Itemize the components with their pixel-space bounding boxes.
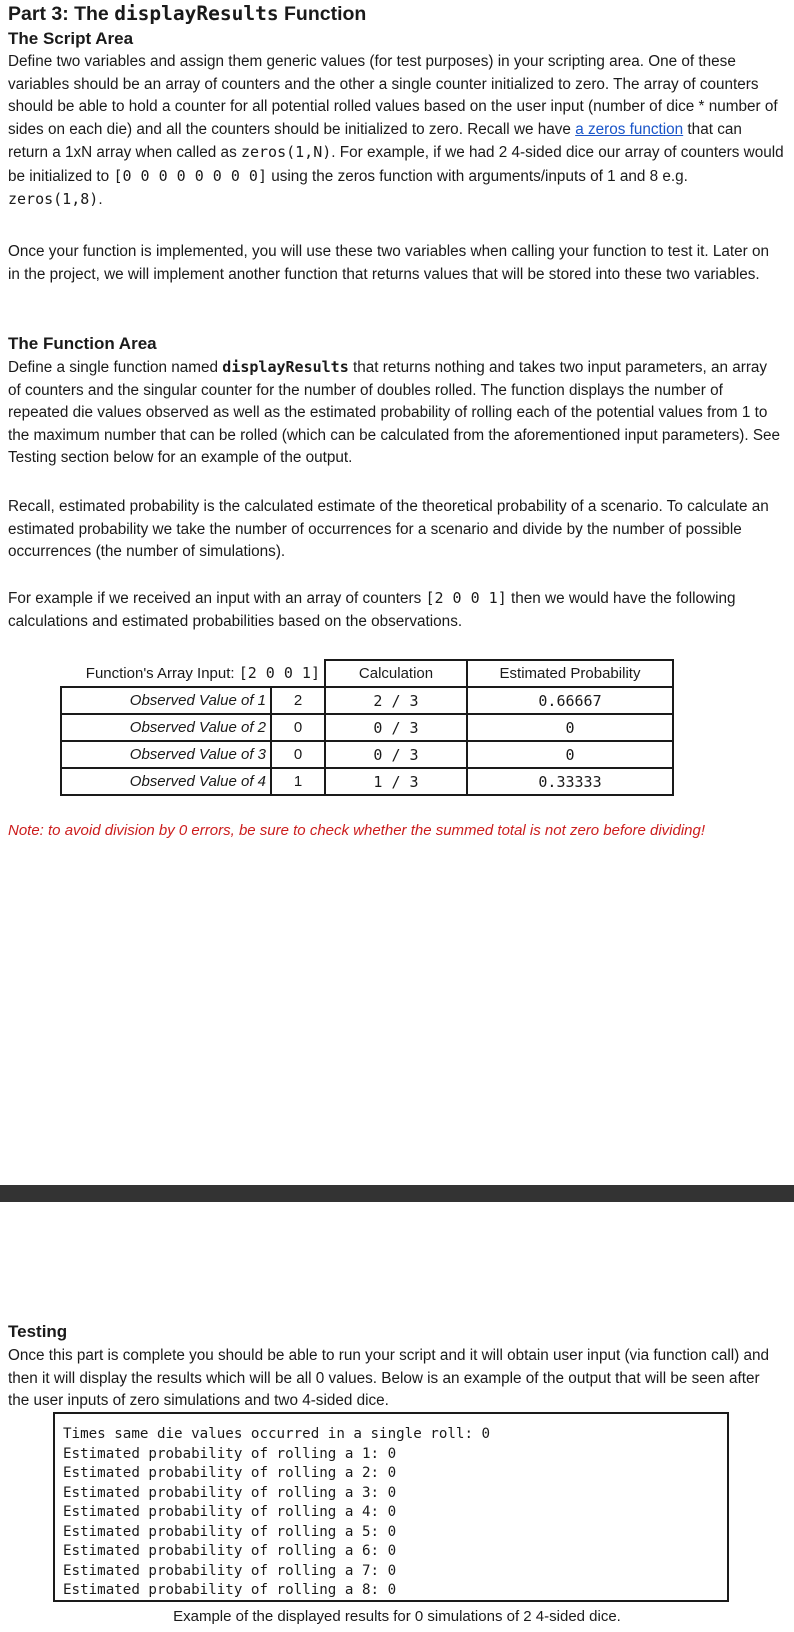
row-probability: 0.33333 (467, 768, 673, 795)
inline-code-displayresults: displayResults (222, 358, 349, 376)
part-title: Part 3: The displayResults Function (8, 2, 367, 25)
table-row (61, 768, 673, 795)
output-line: Estimated probability of rolling a 5: 0 (63, 1523, 397, 1540)
probability-table (60, 659, 674, 796)
table-row (61, 687, 673, 714)
row-probability: 0.66667 (467, 687, 673, 714)
script-area-paragraph-1: Define two variables and assign them generic values (for test purposes) in your scripting area. One of these variables should be an array of counters and the other a single counter initialized to zero. The array of counters should be able to hold a counter for all potential rolled values based on the user input (number of dice * number of sides on each die) and all the counters should be initialized to zero. Recall we have a zeros function that can return a 1xN array when called as zeros(1,N). For example, if we had 2 4-sided dice our array of counters would be initialized to [0 0 0 0 0 0 0 0] using the zeros function with arguments/inputs of 1 and 8 e.g. zeros(1,8). (8, 53, 784, 208)
output-line: Estimated probability of rolling a 6: 0 (63, 1543, 397, 1559)
table-row (61, 741, 673, 768)
row-label: Observed Value of 1 (61, 687, 271, 714)
inline-code-zeros-1-n: zeros(1,N) (240, 143, 332, 161)
part-title-code: displayResults (114, 2, 279, 25)
script-area-paragraph-2: Once your function is implemented, you will use these two variables when calling your function to test it. Later on in the project, we will implement another function that returns values that will be stored into these two variables. (8, 243, 769, 283)
inline-code-zeros-1-8: zeros(1,8) (8, 190, 99, 208)
function-area-paragraph-1: Define a single function named displayResults that returns nothing and takes two input parameters, an array of counters and the singular counter for the number of doubles rolled. The function displays the number of repeated die values observed as well as the estimated probability of rolling each of the potential values from 1 to the maximum number that can be rolled (which can be calculated from the aforementioned input parameters). See Testing section below for an example of the output. (8, 358, 781, 466)
row-probability: 0 (467, 741, 673, 768)
row-calculation: 2 / 3 (325, 687, 467, 714)
row-value: 0 (271, 741, 325, 768)
function-area-paragraph-3: For example if we received an input with an array of counters [2 0 0 1] then we would have the following calculations and estimated probabilities based on the observations. (8, 589, 736, 630)
table-header-input: Function's Array Input: [2 0 0 1] (61, 660, 325, 687)
inline-code-counter-array: [2 0 0 1] (425, 589, 507, 607)
row-calculation: 1 / 3 (325, 768, 467, 795)
row-value: 2 (271, 687, 325, 714)
function-area-paragraph-2: Recall, estimated probability is the calculated estimate of the theoretical probability of a scenario. To calculate an estimated probability we take the number of occurrences for a scenario and divide by the number of possible occurrences (the number of simulations). (8, 498, 769, 560)
table-header-row (61, 660, 673, 687)
table-header-calculation: Calculation (325, 660, 467, 687)
output-line: Estimated probability of rolling a 7: 0 (63, 1562, 397, 1579)
output-line: Estimated probability of rolling a 8: 0 (63, 1582, 397, 1598)
output-caption: Example of the displayed results for 0 simulations of 2 4-sided dice. (173, 1608, 621, 1625)
table-header-estimated-probability: Estimated Probability (467, 660, 673, 687)
row-calculation: 0 / 3 (325, 714, 467, 741)
function-area-heading: The Function Area (8, 334, 157, 353)
row-label: Observed Value of 4 (61, 768, 271, 795)
page-divider (0, 1185, 794, 1202)
output-line: Estimated probability of rolling a 2: 0 (63, 1465, 397, 1481)
row-label: Observed Value of 3 (61, 741, 271, 768)
output-line: Estimated probability of rolling a 4: 0 (63, 1504, 397, 1520)
output-line: Times same die values occurred in a single roll: 0 (63, 1426, 491, 1442)
console-output-box (53, 1412, 729, 1602)
row-probability: 0 (467, 714, 673, 741)
division-warning-note: Note: to avoid division by 0 errors, be sure to check whether the summed total is not zero before dividing! (8, 822, 706, 839)
row-value: 0 (271, 714, 325, 741)
output-line: Estimated probability of rolling a 3: 0 (63, 1484, 397, 1501)
row-calculation: 0 / 3 (325, 741, 467, 768)
script-area-heading: The Script Area (8, 29, 134, 48)
zeros-function-link[interactable]: a zeros function (575, 120, 684, 138)
row-value: 1 (271, 768, 325, 795)
table-row (61, 714, 673, 741)
inline-code-zero-array: [0 0 0 0 0 0 0 0] (113, 166, 267, 185)
testing-heading: Testing (8, 1322, 68, 1341)
row-label: Observed Value of 2 (61, 714, 271, 741)
output-line: Estimated probability of rolling a 1: 0 (63, 1445, 397, 1462)
testing-paragraph: Once this part is complete you should be able to run your script and it will obtain user input (via function call) and then it will display the results which will be all 0 values. Below is an example of the output that will be seen after the user inputs of zero simulations and two 4-sided dice. (8, 1347, 769, 1409)
